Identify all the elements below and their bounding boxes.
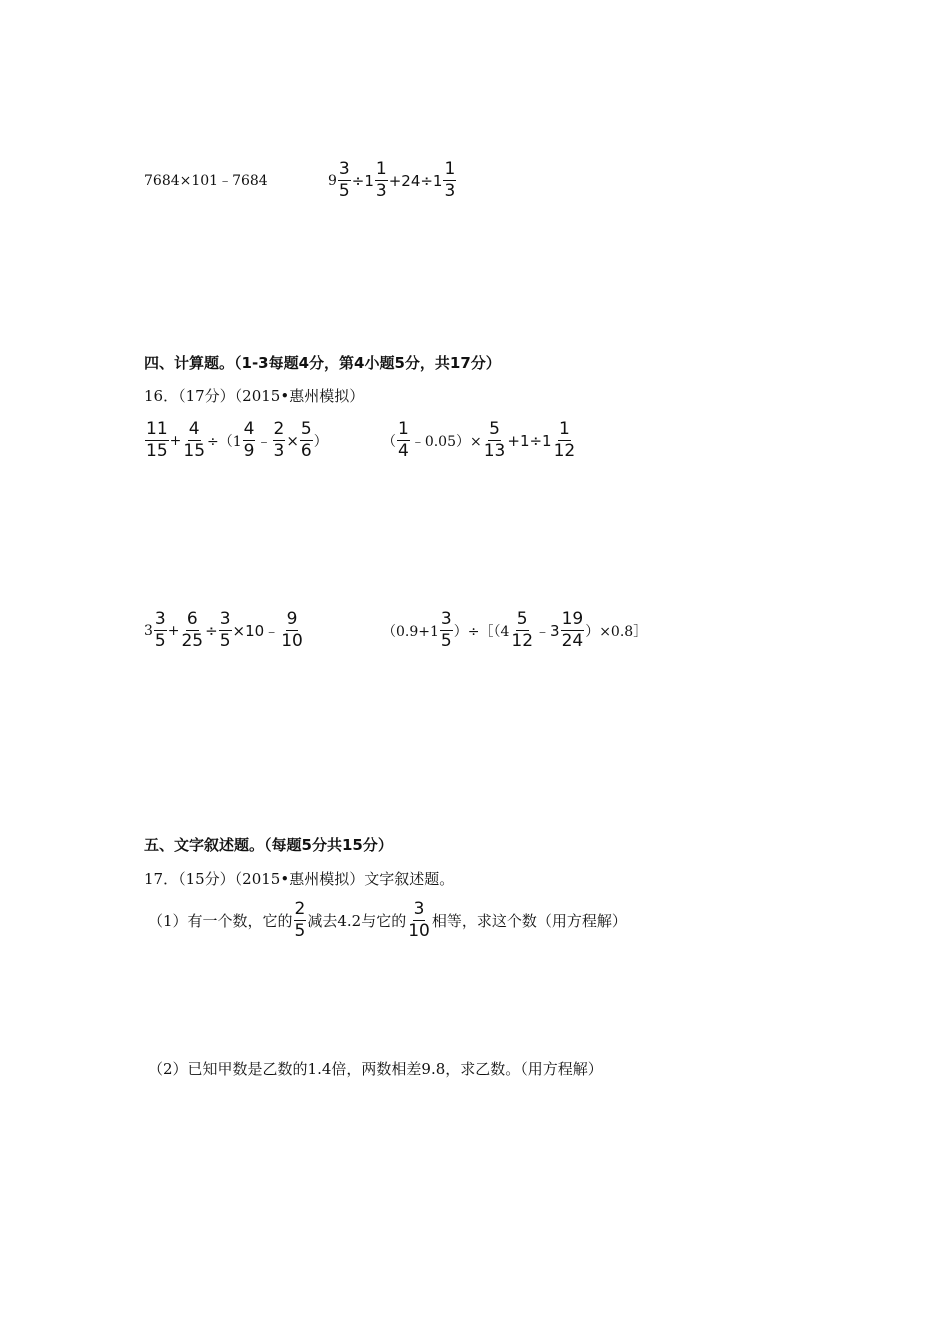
fraction: $\frac{5}{12}$ [511, 609, 534, 651]
operator: ﹣ [256, 432, 272, 450]
fraction: $\frac{9}{10}$ [281, 609, 303, 651]
operator: ）÷［（4 [453, 623, 510, 640]
fraction: $\frac{1}{3}$ [444, 159, 456, 201]
expr-16-4 [382, 610, 647, 651]
fraction: $\frac{5}{13}$ [483, 419, 506, 461]
fraction: $\frac{3}{5}$ [338, 159, 350, 201]
expr-7684: 7684×101﹣7684 [144, 173, 268, 189]
text: 减去4.2与它的 [307, 912, 407, 930]
problem-17-1 [148, 900, 627, 941]
operator: ）×0.8］ [585, 623, 648, 640]
text: （1）有一个数，它的 [148, 912, 293, 930]
operator: + [169, 432, 182, 449]
operator: ×10﹣ [232, 622, 280, 640]
fraction: $\frac{11}{15}$ [146, 419, 168, 461]
fraction: $\frac{1}{12}$ [553, 419, 576, 461]
fraction: $\frac{3}{5}$ [440, 609, 452, 651]
expr-16-3 [144, 610, 305, 651]
fraction: $\frac{19}{24}$ [561, 609, 584, 651]
operator: × [286, 431, 299, 450]
operator: +1÷1 [507, 431, 552, 450]
operator: ÷1 [351, 171, 374, 190]
fraction: $\frac{4}{9}$ [243, 419, 255, 461]
fraction: $\frac{3}{5}$ [154, 609, 166, 651]
problem-17-2: （2）已知甲数是乙数的1.4倍，两数相差9.8，求乙数。（用方程解） [148, 1060, 603, 1078]
operator: ﹣3 [535, 622, 560, 640]
whole: 9 [328, 172, 337, 189]
operator: +24÷1 [388, 171, 443, 190]
section4-heading: 四、计算题。（1-3每题4分，第4小题5分，共17分） [144, 354, 501, 372]
question-17: 17．（15分）（2015•惠州模拟）文字叙述题。 [144, 870, 455, 888]
text: 相等，求这个数（用方程解） [431, 912, 627, 930]
expr-16-1 [144, 420, 328, 461]
section5-heading: 五、文字叙述题。（每题5分共15分） [144, 836, 393, 854]
operator: ﹣0.05）× [410, 433, 482, 450]
fraction: $\frac{5}{6}$ [300, 419, 312, 461]
operator: （0.9+1 [382, 623, 439, 640]
expr-mixed-division [328, 160, 457, 201]
fraction: $\frac{2}{5}$ [294, 899, 306, 941]
expr-16-2 [382, 420, 577, 461]
operator: + [167, 622, 180, 639]
operator: ） [313, 433, 328, 450]
fraction: $\frac{4}{15}$ [183, 419, 206, 461]
operator: ÷ [205, 621, 218, 640]
operator: （ [382, 433, 396, 450]
whole: 3 [144, 622, 153, 639]
question-16: 16．（17分）（2015•惠州模拟） [144, 387, 365, 405]
fraction: $\frac{1}{4}$ [398, 419, 409, 461]
fraction: $\frac{3}{5}$ [219, 609, 231, 651]
fraction: $\frac{2}{3}$ [273, 419, 285, 461]
fraction: $\frac{6}{25}$ [181, 609, 204, 651]
operator: ÷（1 [207, 433, 242, 450]
fraction: $\frac{3}{10}$ [408, 899, 430, 941]
fraction: $\frac{1}{3}$ [375, 159, 387, 201]
